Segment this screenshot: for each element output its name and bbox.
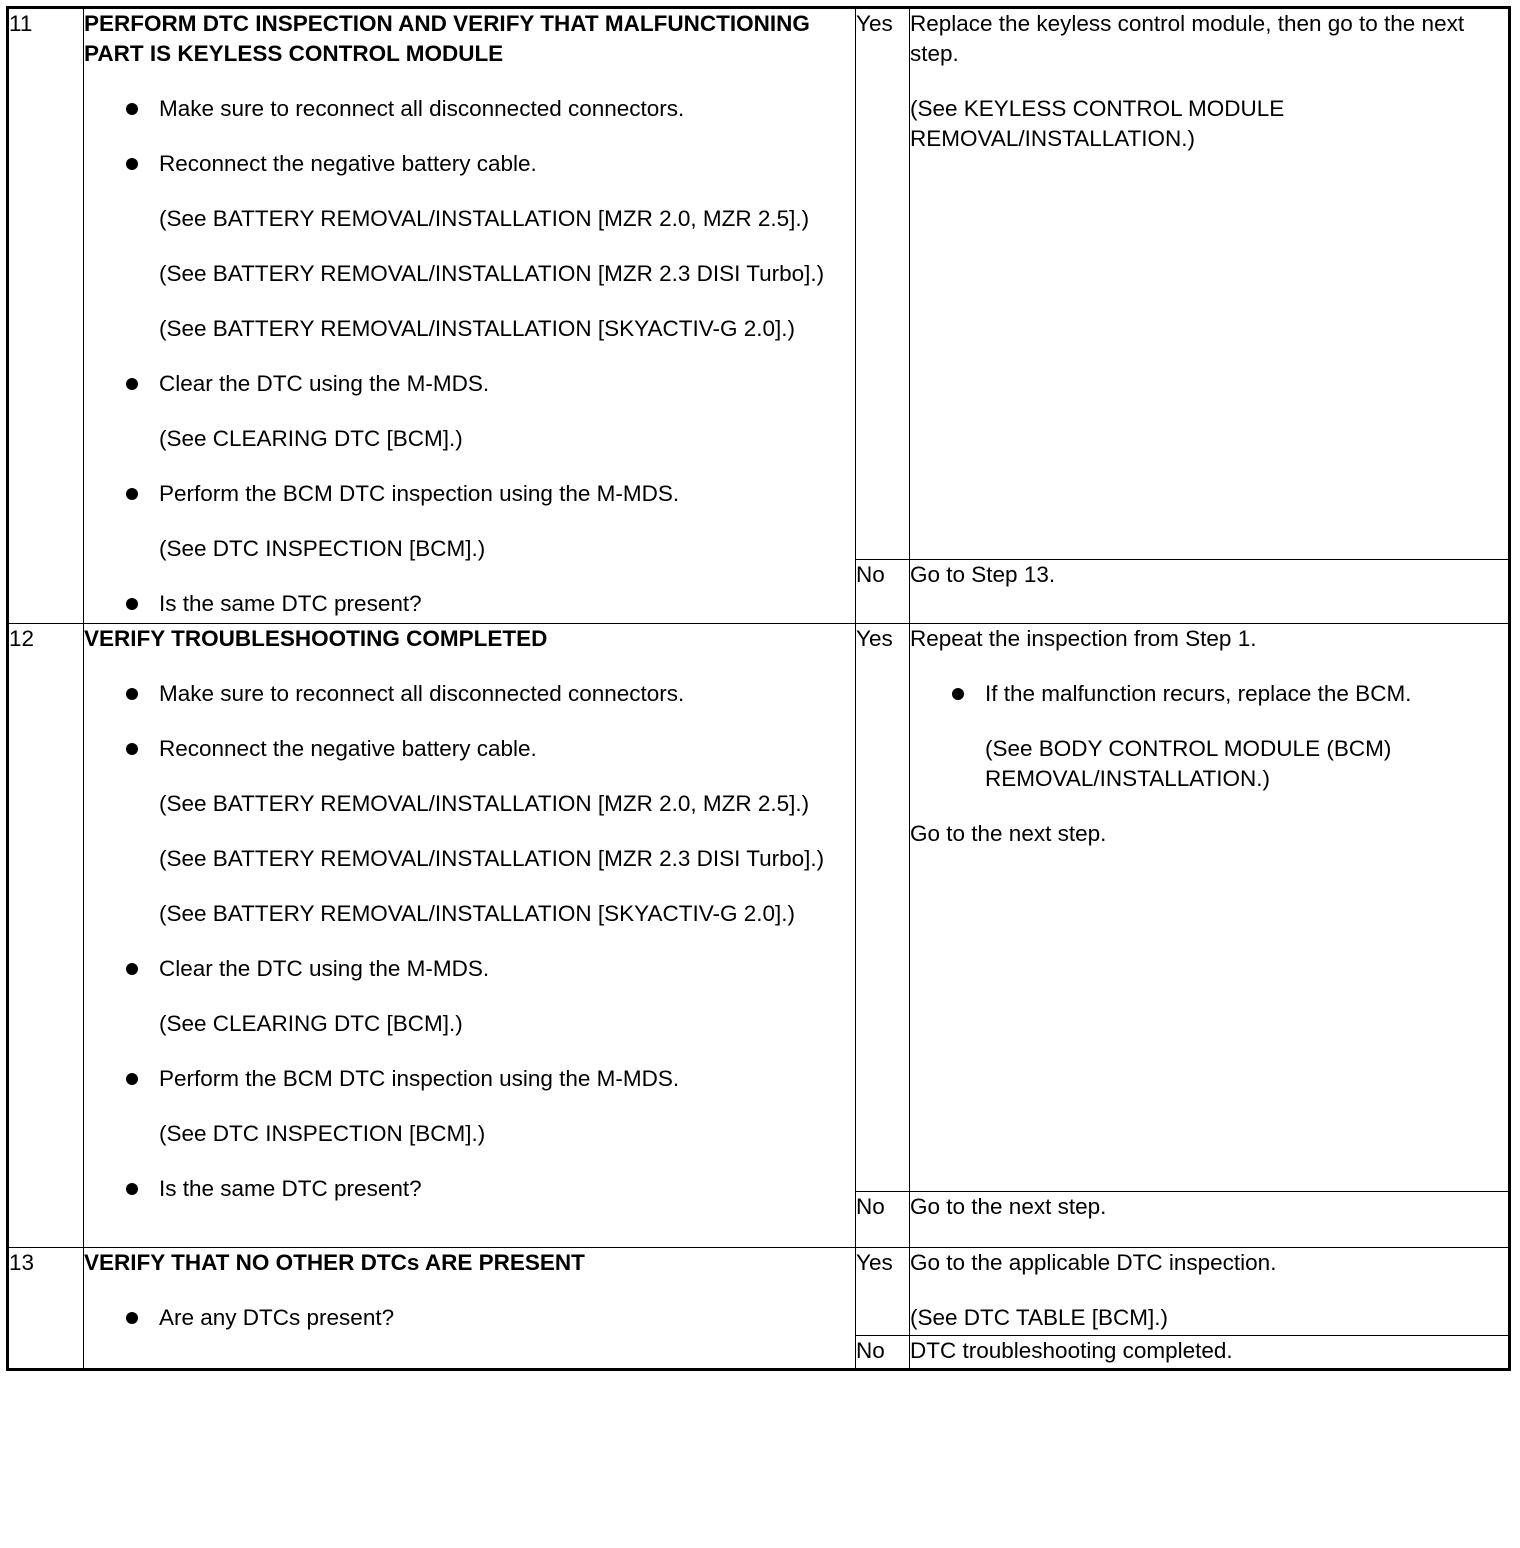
bullet-icon	[126, 598, 138, 610]
step-number: 11	[8, 8, 84, 624]
no-result	[910, 1192, 1510, 1248]
bullet-item: Is the same DTC present?	[84, 1174, 855, 1204]
no-result	[910, 560, 1510, 624]
no-result	[910, 1336, 1510, 1370]
bullet-item: Perform the BCM DTC inspection using the M-MDS.	[84, 1064, 855, 1094]
step-title: VERIFY THAT NO OTHER DTCs ARE PRESENT	[84, 1250, 585, 1275]
step-13-yes-row	[8, 1248, 1510, 1336]
no-label: No	[856, 560, 910, 624]
result-text: Go to the next step.	[910, 821, 1107, 846]
reference-text: (See BATTERY REMOVAL/INSTALLATION [SKYACTIV-G 2.0].)	[159, 316, 796, 341]
step-action	[84, 1248, 856, 1370]
result-text: Replace the keyless control module, then go to the next step.	[910, 11, 1465, 66]
yes-label: Yes	[856, 1248, 910, 1336]
reference-text: (See DTC INSPECTION [BCM].)	[159, 536, 486, 561]
step-12-yes-row	[8, 624, 1510, 1192]
step-title: PERFORM DTC INSPECTION AND VERIFY THAT MALFUNCTIONING PART IS KEYLESS CONTROL MODULE	[84, 11, 810, 66]
troubleshooting-table	[6, 6, 1511, 1371]
reference-text: (See BATTERY REMOVAL/INSTALLATION [MZR 2.3 DISI Turbo].)	[159, 261, 825, 286]
reference-text: (See BATTERY REMOVAL/INSTALLATION [MZR 2.0, MZR 2.5].)	[159, 206, 810, 231]
bullet-item: Make sure to reconnect all disconnected connectors.	[84, 94, 855, 124]
bullet-icon	[952, 688, 964, 700]
bullet-item: If the malfunction recurs, replace the BCM.	[910, 679, 1508, 709]
reference-text: (See DTC TABLE [BCM].)	[910, 1305, 1168, 1330]
bullet-item: Are any DTCs present?	[84, 1303, 855, 1333]
bullet-icon	[126, 963, 138, 975]
bullet-item: Perform the BCM DTC inspection using the M-MDS.	[84, 479, 855, 509]
step-title: VERIFY TROUBLESHOOTING COMPLETED	[84, 626, 548, 651]
bullet-icon	[126, 743, 138, 755]
no-label: No	[856, 1336, 910, 1370]
reference-text: (See BODY CONTROL MODULE (BCM) REMOVAL/INSTALLATION.)	[985, 736, 1392, 791]
bullet-item: Make sure to reconnect all disconnected connectors.	[84, 679, 855, 709]
step-11-yes-row	[8, 8, 1510, 560]
bullet-icon	[126, 103, 138, 115]
yes-result	[910, 1248, 1510, 1336]
reference-text: (See KEYLESS CONTROL MODULE REMOVAL/INSTALLATION.)	[910, 96, 1285, 151]
bullet-item: Clear the DTC using the M-MDS.	[84, 954, 855, 984]
bullet-icon	[126, 1312, 138, 1324]
bullet-item: Reconnect the negative battery cable.	[84, 734, 855, 764]
bullet-icon	[126, 688, 138, 700]
result-text: Repeat the inspection from Step 1.	[910, 626, 1257, 651]
reference-text: (See DTC INSPECTION [BCM].)	[159, 1121, 486, 1146]
no-label: No	[856, 1192, 910, 1248]
bullet-item: Reconnect the negative battery cable.	[84, 149, 855, 179]
yes-result	[910, 8, 1510, 560]
bullet-item: Is the same DTC present?	[84, 589, 855, 619]
step-number: 12	[8, 624, 84, 1248]
yes-label: Yes	[856, 8, 910, 560]
result-text: Go to the next step.	[910, 1194, 1107, 1219]
reference-text: (See BATTERY REMOVAL/INSTALLATION [MZR 2.3 DISI Turbo].)	[159, 846, 825, 871]
step-action	[84, 8, 856, 624]
reference-text: (See CLEARING DTC [BCM].)	[159, 1011, 463, 1036]
reference-text: (See BATTERY REMOVAL/INSTALLATION [SKYACTIV-G 2.0].)	[159, 901, 796, 926]
bullet-icon	[126, 378, 138, 390]
bullet-icon	[126, 1073, 138, 1085]
bullet-icon	[126, 1183, 138, 1195]
result-text: DTC troubleshooting completed.	[910, 1338, 1233, 1363]
bullet-icon	[126, 488, 138, 500]
step-number: 13	[8, 1248, 84, 1370]
step-action	[84, 624, 856, 1248]
result-text: Go to the applicable DTC inspection.	[910, 1250, 1277, 1275]
reference-text: (See CLEARING DTC [BCM].)	[159, 426, 463, 451]
reference-text: (See BATTERY REMOVAL/INSTALLATION [MZR 2.0, MZR 2.5].)	[159, 791, 810, 816]
yes-result	[910, 624, 1510, 1192]
bullet-icon	[126, 158, 138, 170]
yes-label: Yes	[856, 624, 910, 1192]
bullet-item: Clear the DTC using the M-MDS.	[84, 369, 855, 399]
result-text: Go to Step 13.	[910, 562, 1056, 587]
